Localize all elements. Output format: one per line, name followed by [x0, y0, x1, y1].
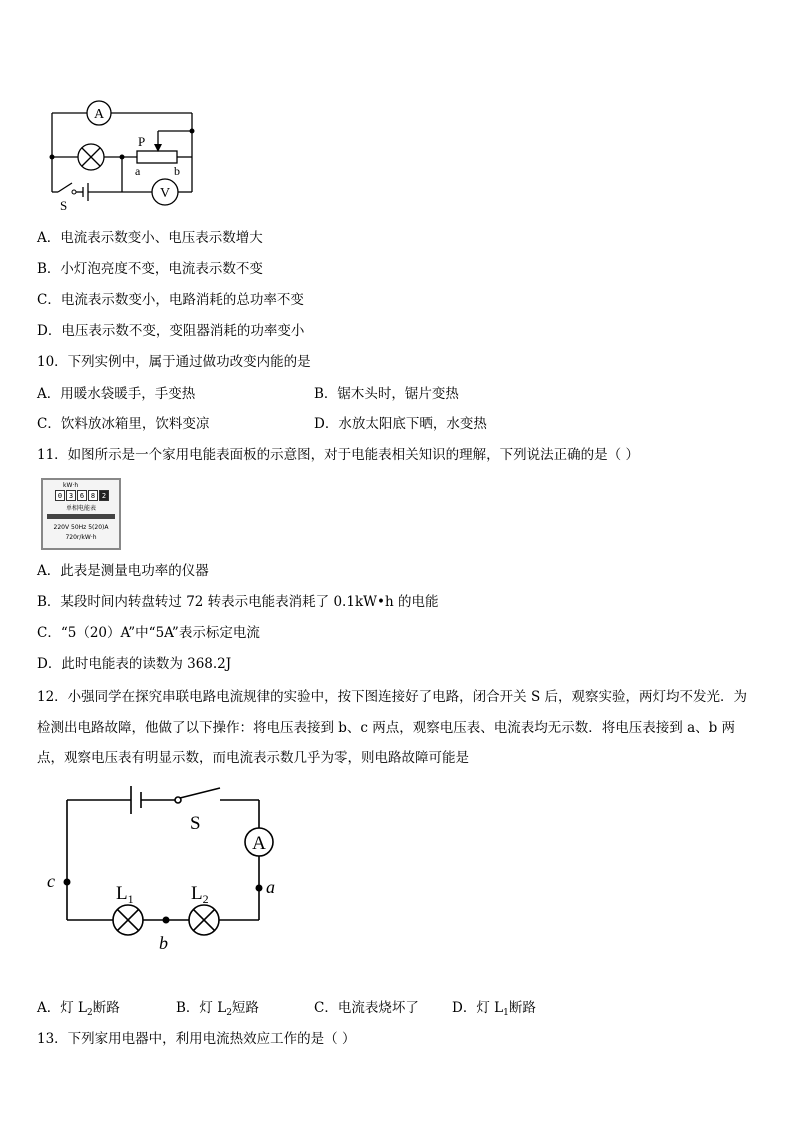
q9-option-a: A．电流表示数变小、电压表示数增大	[37, 230, 263, 246]
q9-option-c: C．电流表示数变小，电路消耗的总功率不变	[37, 292, 304, 308]
q11-option-c: C．“5（20）A”中“5A”表示标定电流	[37, 625, 260, 641]
q12-option-d: D．灯 $L_1$断路	[452, 1000, 536, 1018]
q11-stem: 11．如图所示是一个家用电能表面板的示意图，对于电能表相关知识的理解，下列说法正确的是（ ）	[37, 447, 639, 463]
q11-option-d: D．此时电能表的读数为 368.2J	[37, 656, 232, 672]
q12-a-label: a	[266, 877, 275, 897]
meter-disc	[47, 514, 115, 519]
q9-option-d: D．电压表示数不变，变阻器消耗的功率变小	[37, 323, 305, 339]
q12-stem-line-1: 12．小强同学在探究串联电路电流规律的实验中，按下图连接好了电路，闭合开关 S 后，观察实验，两灯均不发光．为	[37, 689, 748, 705]
q11-option-a: A．此表是测量电功率的仪器	[37, 563, 209, 579]
q12-b-label: b	[159, 933, 168, 953]
q10-option-a: A．用暖水袋暖手，手变热	[37, 386, 196, 402]
q9-ammeter-label: A	[93, 107, 105, 122]
q12-option-b: B．灯 $L_2$短路	[176, 1000, 259, 1018]
q12-option-a: A．灯 $L_2$断路	[37, 1000, 120, 1018]
q12-c-label: c	[47, 871, 55, 891]
q9-p-label: P	[138, 134, 146, 149]
q12-option-c: C．电流表烧坏了	[314, 1000, 419, 1016]
meter-name: 单相电能表	[65, 505, 96, 512]
q10-stem: 10．下列实例中，属于通过做功改变内能的是	[37, 354, 311, 370]
q9-a-label: a	[135, 164, 141, 178]
q12-ammeter-label: A	[252, 833, 266, 854]
meter-spec: 220V 50Hz 5(20)A	[53, 524, 109, 531]
q10-option-d: D．水放太阳底下晒，水变热	[314, 416, 487, 432]
q12-stem-line-2: 检测出电路故障，他做了以下操作：将电压表接到 b、c 两点，观察电压表、电流表均无示数．将电压表接到 a、b 两	[37, 720, 736, 736]
q10-option-b: B．锯木头时，锯片变热	[314, 386, 459, 402]
q9-circuit-diagram	[40, 95, 210, 215]
meter-unit: kW·h	[63, 482, 79, 489]
meter-rev: 720r/kW·h	[65, 534, 97, 541]
q10-option-c: C．饮料放冰箱里，饮料变凉	[37, 416, 210, 432]
q12-l2-label: $L_2$	[191, 883, 209, 906]
q12-stem-line-3: 点，观察电压表有明显示数，而电流表示数几乎为零，则电路故障可能是	[37, 750, 469, 766]
q9-b-label: b	[174, 164, 180, 178]
q9-switch-label: S	[60, 198, 68, 213]
q12-l1-label: $L_1$	[116, 883, 134, 906]
meter-display: 0 3 6 8 2	[55, 490, 109, 501]
q11-energy-meter-figure	[41, 478, 121, 550]
q9-option-b: B．小灯泡亮度不变，电流表示数不变	[37, 261, 263, 277]
q9-voltmeter-label: V	[159, 186, 171, 201]
q11-option-b: B．某段时间内转盘转过 72 转表示电能表消耗了 0.1kW•h 的电能	[37, 594, 439, 610]
q12-circuit-diagram	[40, 783, 290, 963]
q12-switch-label: S	[190, 813, 201, 834]
q13-stem: 13．下列家用电器中，利用电流热效应工作的是（ ）	[37, 1031, 356, 1047]
